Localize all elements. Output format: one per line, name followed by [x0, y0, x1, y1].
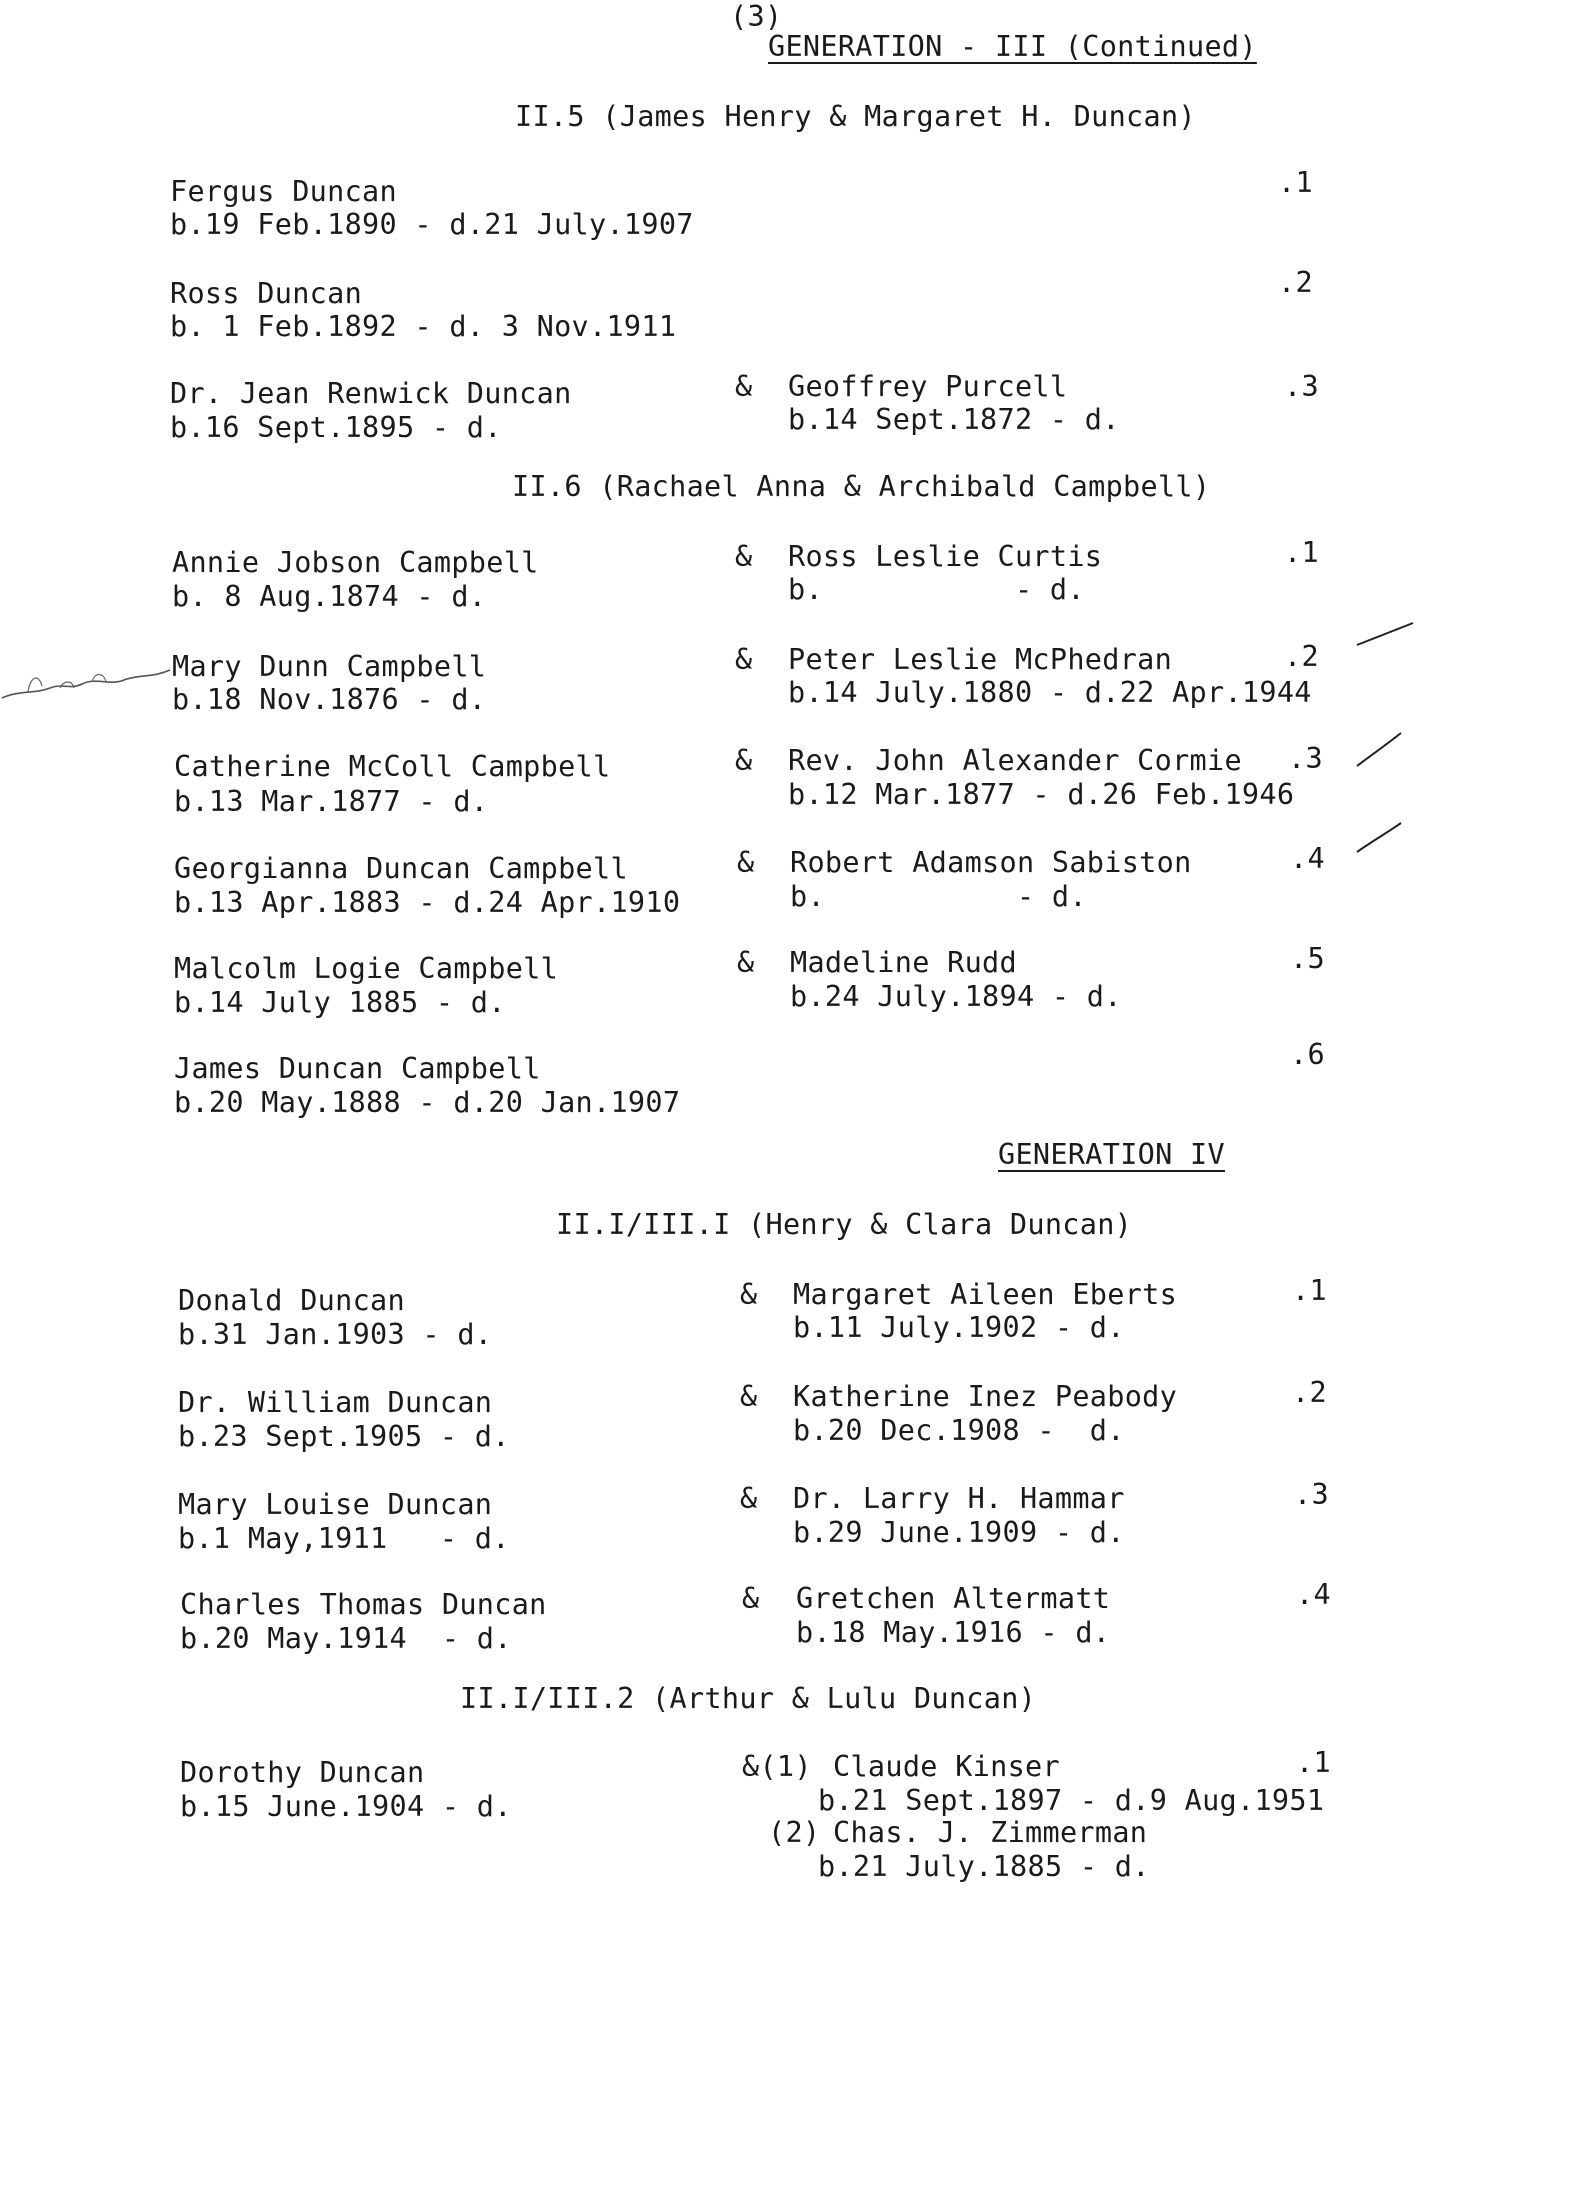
spouse-dates: b.29 June.1909 - d.	[793, 1516, 1125, 1549]
spouse-name: Peter Leslie McPhedran	[788, 643, 1173, 676]
person-name: Ross Duncan	[170, 277, 363, 310]
marriage-ampersand: &(1)	[742, 1750, 812, 1783]
person-name: Dr. Jean Renwick Duncan	[170, 377, 572, 410]
entry-number: .2	[1292, 1376, 1327, 1409]
person-dates: b.15 June.1904 - d.	[180, 1790, 512, 1823]
entry-number: .2	[1284, 640, 1319, 673]
check-mark-icon	[1355, 820, 1405, 856]
generation-iii-heading: GENERATION - III (Continued)	[768, 30, 1257, 63]
spouse-dates: b.11 July.1902 - d.	[793, 1311, 1125, 1344]
spouse-name: Claude Kinser	[833, 1750, 1060, 1783]
marriage-ampersand: &	[740, 1380, 758, 1413]
person-dates: b. 1 Feb.1892 - d. 3 Nov.1911	[170, 310, 677, 343]
spouse-name: Katherine Inez Peabody	[793, 1380, 1178, 1413]
entry-number: .2	[1278, 266, 1313, 299]
marriage-ampersand: &	[735, 744, 753, 777]
spouse-name: Gretchen Altermatt	[796, 1582, 1111, 1615]
second-spouse-dates: b.21 July.1885 - d.	[818, 1850, 1150, 1883]
entry-number: .1	[1296, 1746, 1331, 1779]
person-dates: b.13 Apr.1883 - d.24 Apr.1910	[174, 886, 681, 919]
person-name: James Duncan Campbell	[174, 1052, 541, 1085]
person-dates: b.18 Nov.1876 - d.	[172, 683, 487, 716]
second-spouse-label: (2)	[768, 1816, 821, 1849]
person-name: Mary Dunn Campbell	[172, 650, 487, 683]
group-heading-ii6: II.6 (Rachael Anna & Archibald Campbell)	[512, 470, 1211, 503]
person-dates: b.1 May,1911 - d.	[178, 1522, 510, 1555]
spouse-name: Rev. John Alexander Cormie	[788, 744, 1242, 777]
person-dates: b.20 May.1888 - d.20 Jan.1907	[174, 1086, 681, 1119]
spouse-dates: b.18 May.1916 - d.	[796, 1616, 1111, 1649]
spouse-dates: b.14 July.1880 - d.22 Apr.1944	[788, 676, 1312, 709]
entry-number: .1	[1284, 536, 1319, 569]
second-spouse-name: Chas. J. Zimmerman	[833, 1816, 1148, 1849]
person-name: Fergus Duncan	[170, 175, 397, 208]
person-name: Annie Jobson Campbell	[172, 546, 539, 579]
spouse-dates: b.20 Dec.1908 - d.	[793, 1414, 1125, 1447]
check-mark-icon	[1355, 730, 1405, 770]
spouse-name: Margaret Aileen Eberts	[793, 1278, 1178, 1311]
spouse-dates: b.14 Sept.1872 - d.	[788, 403, 1120, 436]
group-heading-iv2: II.I/III.2 (Arthur & Lulu Duncan)	[460, 1682, 1037, 1715]
marriage-ampersand: &	[737, 946, 755, 979]
entry-number: .3	[1294, 1478, 1329, 1511]
marriage-ampersand: &	[740, 1482, 758, 1515]
person-dates: b.13 Mar.1877 - d.	[174, 785, 489, 818]
spouse-dates: b.24 July.1894 - d.	[790, 980, 1122, 1013]
entry-number: .3	[1284, 370, 1319, 403]
page-number: (3)	[730, 0, 783, 33]
person-name: Mary Louise Duncan	[178, 1488, 493, 1521]
entry-number: .6	[1290, 1038, 1325, 1071]
person-name: Catherine McColl Campbell	[174, 750, 611, 783]
check-mark-icon	[1355, 620, 1415, 650]
spouse-dates: b.21 Sept.1897 - d.9 Aug.1951	[818, 1784, 1325, 1817]
person-name: Donald Duncan	[178, 1284, 405, 1317]
marriage-ampersand: &	[735, 370, 753, 403]
spouse-dates: b. - d.	[788, 573, 1085, 606]
person-dates: b.16 Sept.1895 - d.	[170, 411, 502, 444]
spouse-name: Geoffrey Purcell	[788, 370, 1068, 403]
group-heading-iv1: II.I/III.I (Henry & Clara Duncan)	[556, 1208, 1133, 1241]
spouse-name: Madeline Rudd	[790, 946, 1017, 979]
entry-number: .1	[1292, 1274, 1327, 1307]
person-dates: b.14 July 1885 - d.	[174, 986, 506, 1019]
person-dates: b.20 May.1914 - d.	[180, 1622, 512, 1655]
entry-number: .5	[1290, 942, 1325, 975]
entry-number: .3	[1288, 742, 1323, 775]
marriage-ampersand: &	[735, 540, 753, 573]
spouse-dates: b. - d.	[790, 880, 1087, 913]
spouse-dates: b.12 Mar.1877 - d.26 Feb.1946	[788, 778, 1295, 811]
entry-number: .4	[1296, 1578, 1331, 1611]
person-name: Dorothy Duncan	[180, 1756, 425, 1789]
generation-iv-heading: GENERATION IV	[998, 1138, 1225, 1171]
marriage-ampersand: &	[737, 846, 755, 879]
marriage-ampersand: &	[742, 1582, 760, 1615]
spouse-name: Robert Adamson Sabiston	[790, 846, 1192, 879]
person-dates: b. 8 Aug.1874 - d.	[172, 580, 487, 613]
spouse-name: Ross Leslie Curtis	[788, 540, 1103, 573]
spouse-name: Dr. Larry H. Hammar	[793, 1482, 1125, 1515]
person-dates: b.23 Sept.1905 - d.	[178, 1420, 510, 1453]
entry-number: .1	[1278, 166, 1313, 199]
person-dates: b.31 Jan.1903 - d.	[178, 1318, 493, 1351]
entry-number: .4	[1290, 842, 1325, 875]
person-dates: b.19 Feb.1890 - d.21 July.1907	[170, 208, 694, 241]
marriage-ampersand: &	[740, 1278, 758, 1311]
group-heading-ii5: II.5 (James Henry & Margaret H. Duncan)	[515, 100, 1196, 133]
person-name: Georgianna Duncan Campbell	[174, 852, 628, 885]
marriage-ampersand: &	[735, 643, 753, 676]
handwritten-margin-note	[0, 650, 175, 710]
person-name: Charles Thomas Duncan	[180, 1588, 547, 1621]
person-name: Dr. William Duncan	[178, 1386, 493, 1419]
person-name: Malcolm Logie Campbell	[174, 952, 559, 985]
